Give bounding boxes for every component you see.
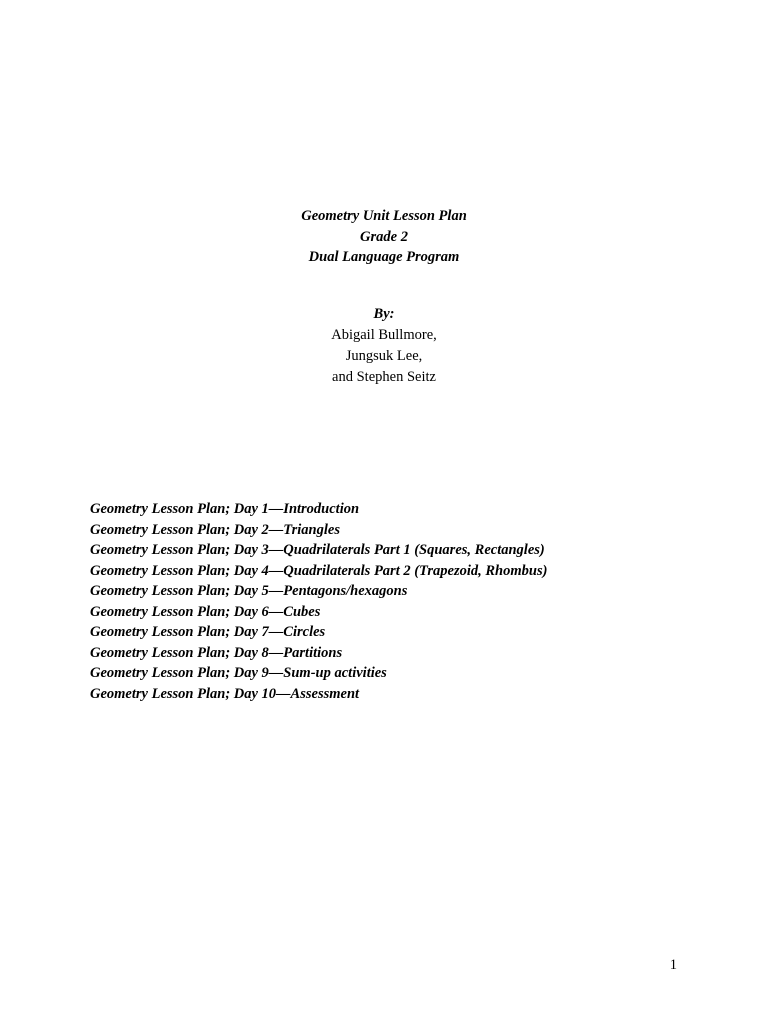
- lesson-entry-day-4: Geometry Lesson Plan; Day 4—Quadrilaterals Part 2 (Trapezoid, Rhombus): [90, 562, 548, 579]
- grade-label: Grade 2: [360, 228, 408, 245]
- title-block: [0, 206, 768, 268]
- lesson-entry-day-7: Geometry Lesson Plan; Day 7—Circles: [90, 624, 326, 640]
- lesson-entry-day-2: Geometry Lesson Plan; Day 2—Triangles: [90, 521, 340, 538]
- authors-block: [0, 304, 768, 388]
- by-label: By:: [373, 306, 395, 322]
- lesson-entry-day-9: Geometry Lesson Plan; Day 9—Sum-up activities: [90, 665, 387, 681]
- lesson-entry-day-1: Geometry Lesson Plan; Day 1—Introduction: [90, 501, 360, 517]
- page-number: 1: [669, 957, 677, 973]
- lesson-contents-list: [90, 499, 710, 704]
- lesson-entry-day-10: Geometry Lesson Plan; Day 10—Assessment: [90, 685, 360, 702]
- lesson-entry-day-3: Geometry Lesson Plan; Day 3—Quadrilaterals Part 1 (Squares, Rectangles): [90, 542, 545, 558]
- author-name: and Stephen Seitz: [332, 369, 436, 385]
- document-title: Geometry Unit Lesson Plan: [301, 208, 467, 224]
- author-name: Jungsuk Lee,: [345, 348, 423, 364]
- program-label: Dual Language Program: [308, 249, 460, 265]
- author-name: Abigail Bullmore,: [331, 327, 437, 343]
- lesson-entry-day-6: Geometry Lesson Plan; Day 6—Cubes: [90, 603, 321, 620]
- lesson-entry-day-5: Geometry Lesson Plan; Day 5—Pentagons/hexagons: [90, 583, 408, 599]
- lesson-entry-day-8: Geometry Lesson Plan; Day 8—Partitions: [90, 644, 343, 661]
